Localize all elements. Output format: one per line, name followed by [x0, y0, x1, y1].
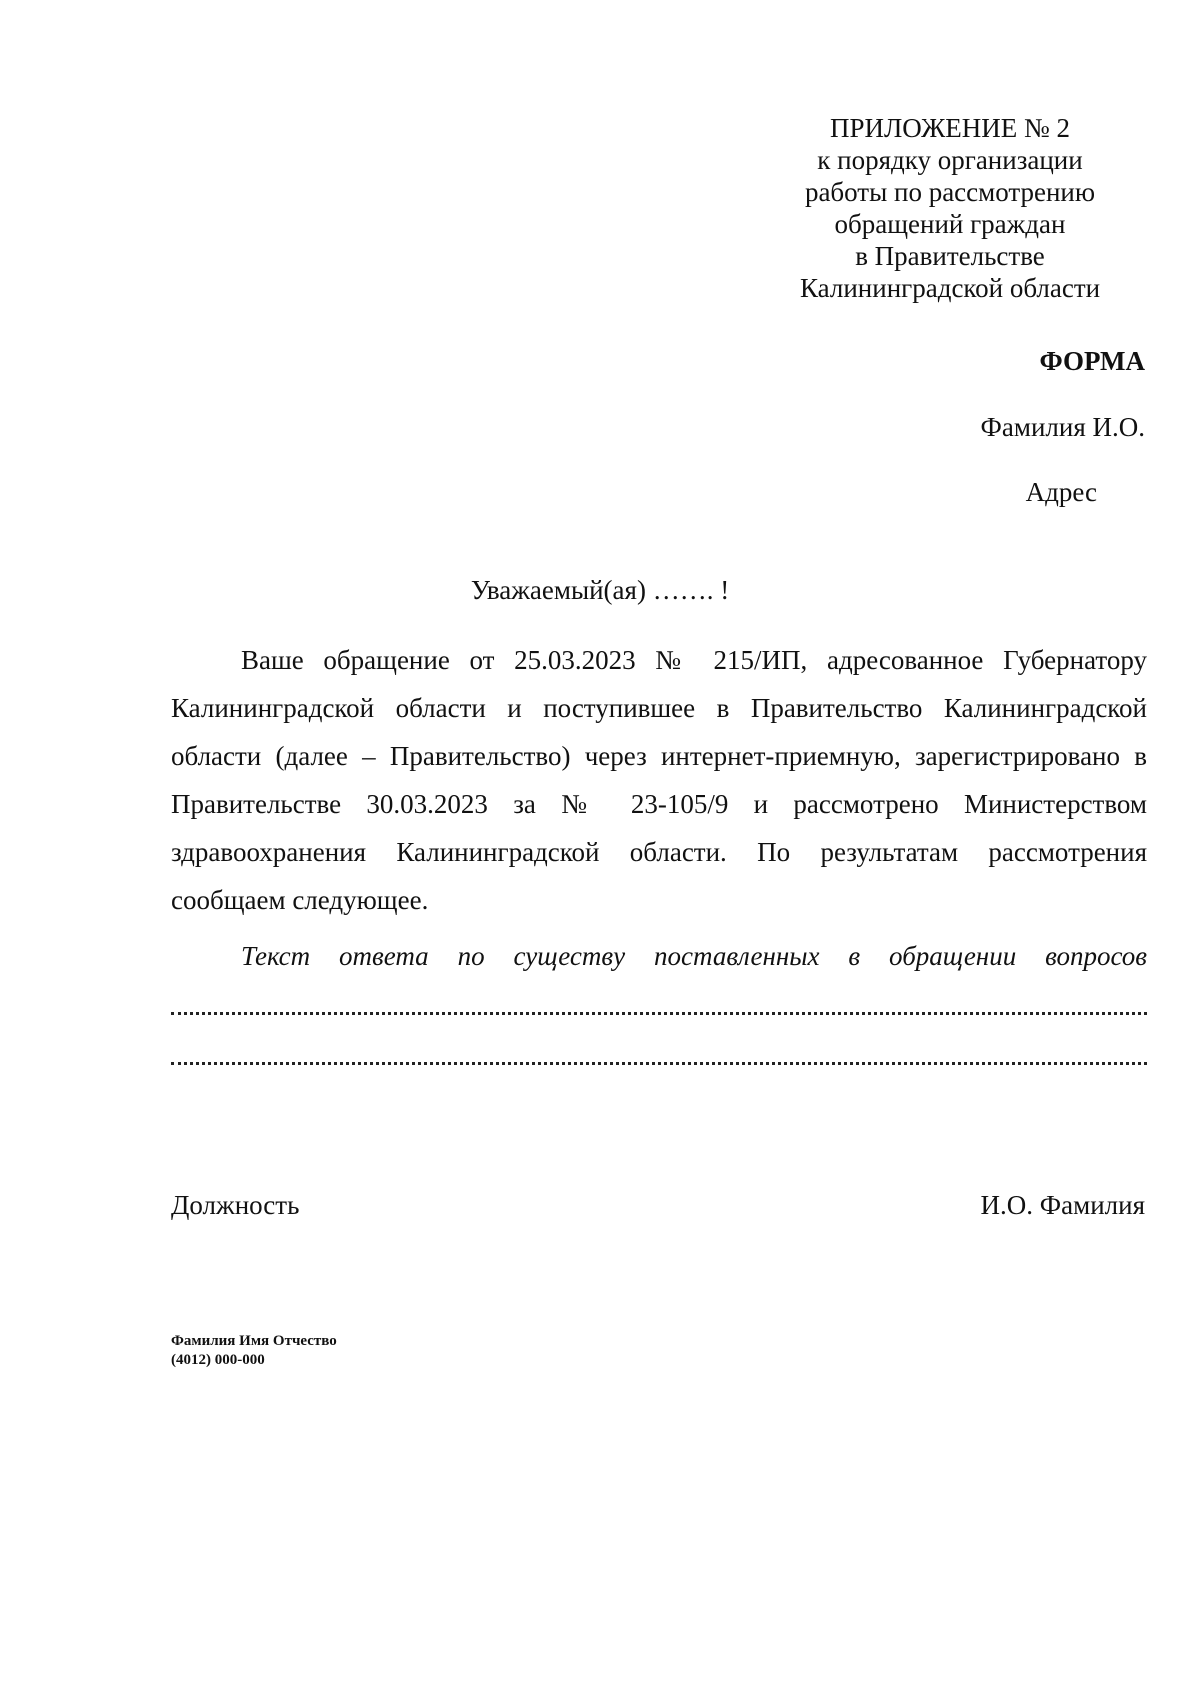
appendix-line: Калининградской области — [800, 273, 1101, 303]
signer-position: Должность — [171, 1190, 300, 1220]
appendix-line: обращений граждан — [834, 209, 1066, 239]
appendix-line: ПРИЛОЖЕНИЕ № 2 — [829, 113, 1071, 143]
recipient-address: Адрес — [1025, 477, 1097, 507]
executor-phone: (4012) 000-000 — [171, 1352, 265, 1368]
body-paragraph: Ваше обращение от 25.03.2023 № 215/ИП, адресованное Губернатору Калининградской области и поступившее в Правительство Калининградской области (далее – Правительство) через интернет-приемную, зарегистрировано в Правительстве 30.03.2023 за № 23-105/9 и рассмотрено Министерством здравоохранения Калининградской области. По результатам рассмотрения сообщаем следующее. — [171, 645, 1147, 915]
signer-name: И.О. Фамилия — [980, 1190, 1145, 1220]
dotted-fill-line — [171, 1012, 1147, 1017]
appendix-line: работы по рассмотрению — [804, 177, 1096, 207]
form-label: ФОРМА — [1039, 346, 1145, 376]
dotted-fill-line — [171, 1062, 1147, 1067]
appendix-line: к порядку организации — [817, 145, 1083, 175]
appendix-header — [800, 112, 1100, 304]
answer-placeholder: Текст ответа по существу поставленных в обращении вопросов — [241, 941, 1147, 971]
recipient-name: Фамилия И.О. — [980, 412, 1145, 442]
executor-name: Фамилия Имя Отчество — [171, 1333, 337, 1349]
appendix-line: в Правительстве — [855, 241, 1045, 271]
executor-info — [171, 1332, 337, 1370]
salutation: Уважаемый(ая) ……. ! — [470, 575, 730, 605]
